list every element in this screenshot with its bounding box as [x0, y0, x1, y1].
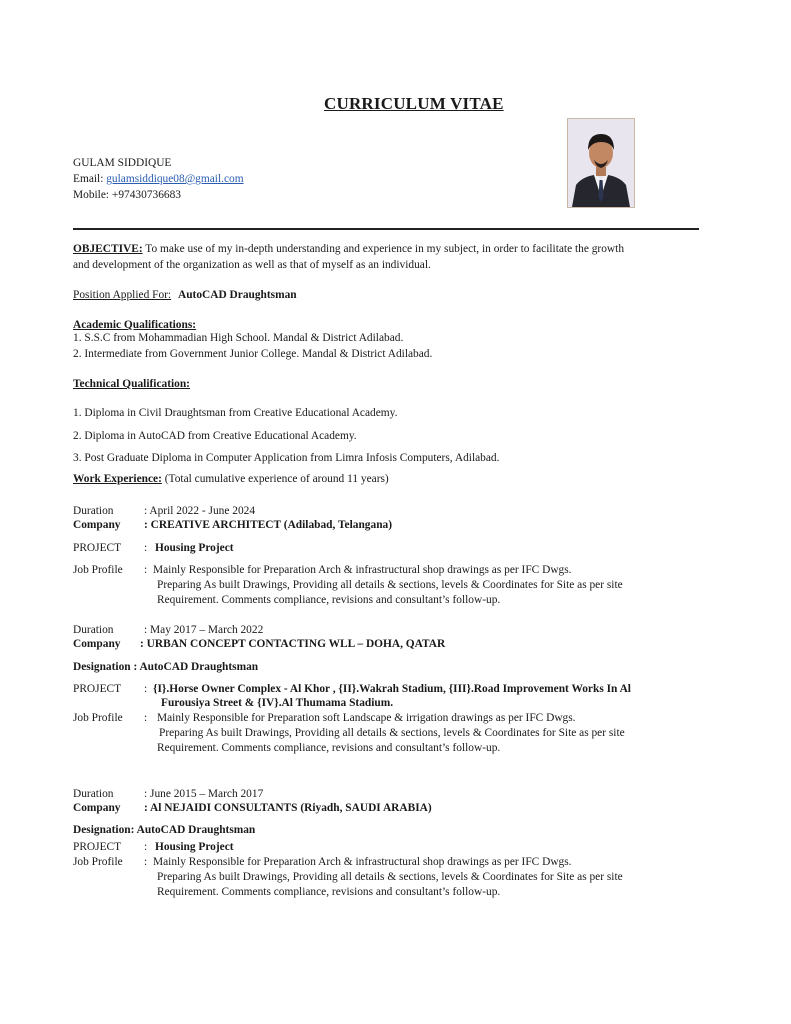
objective-line-2: and development of the organization as well as that of myself as an individual. — [73, 259, 431, 271]
mobile-line: Mobile: +97430736683 — [73, 189, 181, 201]
job-3-profile-label: Job Profile — [73, 856, 123, 868]
job-1-profile-line: Mainly Responsible for Preparation Arch & infrastructural shop drawings as per IFC Dwgs. — [153, 564, 572, 576]
job-1-duration: : April 2022 - June 2024 — [144, 505, 256, 517]
job-2-duration: : May 2017 – March 2022 — [144, 624, 264, 636]
job-2-designation: AutoCAD Draughtsman — [139, 661, 259, 673]
job-1-duration-label: Duration — [73, 505, 114, 517]
job-2-project-line: {I}.Horse Owner Complex - Al Khor , {II}.Wakrah Stadium, {III}.Road Improvement Works In Al — [153, 683, 631, 695]
position-label: Position Applied For: — [73, 289, 172, 301]
work-heading-label: Work Experience: — [73, 473, 162, 485]
job-1-profile-line: Preparing As built Drawings, Providing all details & sections, levels & Coordinates for Site as per site — [157, 579, 623, 591]
job-3-project-label: PROJECT — [73, 841, 122, 853]
job-2-company: : URBAN CONCEPT CONTACTING WLL – DOHA, QATAR — [140, 638, 446, 650]
job-2-project-label: PROJECT — [73, 683, 122, 695]
job-2-project-colon: : — [144, 683, 148, 695]
objective-text-1: To make use of my in-depth understanding and experience in my subject, in order to facilitate the growth — [145, 243, 625, 255]
job-3-profile-line: Requirement. Comments compliance, revisions and consultant’s follow-up. — [157, 886, 501, 898]
academic-heading: Academic Qualifications: — [73, 319, 197, 331]
work-experience-heading — [73, 472, 389, 486]
job-2-profile-colon: : — [144, 712, 148, 724]
job-3-company: : Al NEJAIDI CONSULTANTS (Riyadh, SAUDI ARABIA) — [144, 802, 432, 814]
job-2-designation-line — [73, 660, 258, 674]
job-2-profile-line: Preparing As built Drawings, Providing all details & sections, levels & Coordinates for Site as per site — [159, 727, 625, 739]
job-3-designation: AutoCAD Draughtsman — [136, 824, 256, 836]
technical-heading: Technical Qualification: — [73, 378, 190, 390]
job-2-duration-label: Duration — [73, 624, 114, 636]
position-applied — [73, 288, 297, 302]
email-link[interactable]: gulamsiddique08@gmail.com — [106, 173, 244, 185]
job-1-profile-colon: : — [144, 564, 148, 576]
job-3-company-label: Company — [73, 802, 121, 814]
job-1-profile-label: Job Profile — [73, 564, 123, 576]
profile-photo — [567, 118, 635, 208]
objective-line-1 — [73, 242, 624, 256]
portrait-image — [568, 119, 634, 207]
job-2-profile-line: Mainly Responsible for Preparation soft Landscape & irrigation drawings as per IFC Dwgs. — [157, 712, 576, 724]
objective-label: OBJECTIVE: — [73, 243, 143, 255]
job-3-designation-label: Designation: — [73, 824, 135, 836]
job-1-company: : CREATIVE ARCHITECT (Adilabad, Telangana) — [144, 519, 393, 531]
document-title: CURRICULUM VITAE — [324, 94, 504, 113]
job-1-project-colon: : — [144, 542, 148, 554]
technical-item: 3. Post Graduate Diploma in Computer Application from Limra Infosis Computers, Adilabad. — [73, 452, 500, 464]
job-1-company-label: Company — [73, 519, 121, 531]
job-3-designation-line — [73, 823, 255, 837]
technical-item: 1. Diploma in Civil Draughtsman from Creative Educational Academy. — [73, 407, 398, 419]
job-2-profile-line: Requirement. Comments compliance, revisions and consultant’s follow-up. — [157, 742, 501, 754]
header-divider — [73, 228, 699, 230]
job-2-profile-label: Job Profile — [73, 712, 123, 724]
job-2-project-line: Furousiya Street & {IV}.Al Thumama Stadium. — [161, 697, 394, 709]
candidate-name: GULAM SIDDIQUE — [73, 157, 172, 169]
position-value: AutoCAD Draughtsman — [177, 289, 297, 301]
job-2-company-label: Company — [73, 638, 121, 650]
job-1-project: Housing Project — [155, 542, 234, 554]
email-label: Email: — [73, 173, 104, 185]
job-3-profile-line: Preparing As built Drawings, Providing all details & sections, levels & Coordinates for Site as per site — [157, 871, 623, 883]
email-line — [73, 172, 244, 186]
job-3-project: Housing Project — [155, 841, 234, 853]
academic-item: 1. S.S.C from Mohammadian High School. Mandal & District Adilabad. — [73, 332, 404, 344]
job-1-profile-line: Requirement. Comments compliance, revisions and consultant’s follow-up. — [157, 594, 501, 606]
job-3-profile-line: Mainly Responsible for Preparation Arch & infrastructural shop drawings as per IFC Dwgs. — [153, 856, 572, 868]
work-summary: (Total cumulative experience of around 11 years) — [164, 473, 389, 485]
academic-item: 2. Intermediate from Government Junior College. Mandal & District Adilabad. — [73, 348, 433, 360]
technical-item: 2. Diploma in AutoCAD from Creative Educational Academy. — [73, 430, 357, 442]
job-3-duration-label: Duration — [73, 788, 114, 800]
job-3-duration: : June 2015 – March 2017 — [144, 788, 264, 800]
job-3-project-colon: : — [144, 841, 148, 853]
job-1-project-label: PROJECT — [73, 542, 122, 554]
job-3-profile-colon: : — [144, 856, 148, 868]
job-2-designation-label: Designation : — [73, 661, 138, 673]
